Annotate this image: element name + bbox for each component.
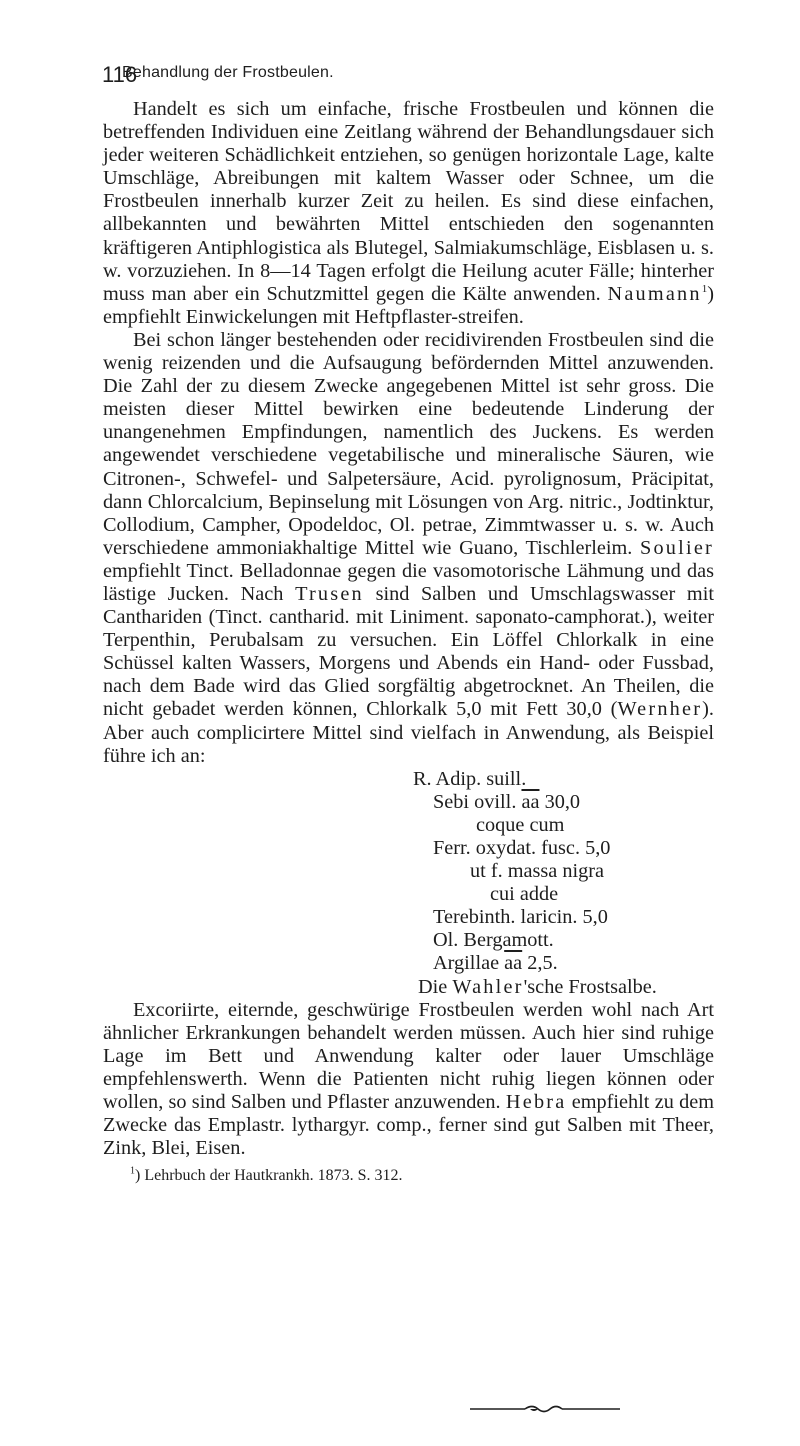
paragraph-3-text: Excoriirte, eiternde, geschwürige Frostbeulen werden wohl nach Art ähnlicher Erkrankungen behandelt werden müssen. Auch hier sind ruhige Lage im Bett und Anwendung kalter oder lauer Umschläge empfehlenswerth. Wenn die Patienten nicht ruhig liegen können oder wollen, so sind Salben und Pflaster anzuwenden. [103,998,714,1114]
recipe-aa: $\overline{aa}$ [521,790,540,813]
recipe-line: Ol. Bergamott. [433,929,554,952]
running-head [60,62,740,92]
ornament-divider [470,1404,620,1414]
recipe-line: R. Adip. suill. [413,767,527,790]
paragraph-3-text-end: empfiehlt zu dem Zwecke das Emplastr. lythargyr. comp., ferner sind gut Salben mit Theer, Zink, Blei, Eisen. [103,1091,715,1160]
paragraph-1-text: Handelt es sich um einfache, frische Frostbeulen und können die betreffenden Individuen eine Zeitlang während der Behandlungsdauer sich jeder weiteren Schädlichkeit entziehen, so genügen horizontale Lage, kalte Umschläge, Abreibungen mit kaltem Wasser oder Schnee, um die Frostbeulen innerhalb kurzer Zeit zu heilen. Es sind diese einfachen, allbekannten und bewährten Mittel entschieden den sogenannten kräftigeren Antiphlogistica als Blutegel, Salmiakumschläge, Eisblasen u. s. w. vorzuziehen. In 8—14 Tagen erfolgt die Heilung acuter Fälle; hinterher muss man aber ein Schutzmittel gegen die Kälte anwenden. [103,98,714,305]
recipe-line: cui adde [490,883,559,906]
author-trusen: Trusen [295,582,364,605]
recipe-caption: Die Wahler'sche Frostsalbe. [418,975,657,998]
body-text [103,98,714,1186]
recipe-aa: $\overline{aa}$ [504,952,523,975]
author-wernher: Wernher [617,698,703,721]
footnote-text: ) Lehrbuch der Hautkrankh. 1873. S. 312. [135,1167,403,1185]
paragraph-2-text-c: sind Salben und Umschlagswasser mit Canthariden (Tinct. cantharid. mit Liniment. saponato-camphorat.), weiter Terpenthin, Perubalsam zu versuchen. Ein Löffel Chlorkalk in eine Schüssel kalten Wassers, Morgens und Abends ein Hand- oder Fussbad, nach dem Bade wird das Glied sorgfältig abgetrocknet. An Theilen, die nicht gebadet werden können, Chlorkalk 5,0 mit Fett 30,0 ( [103,582,714,721]
recipe-line [103,952,714,975]
recipe-line: coque cum [476,813,565,836]
recipe-amount: 2,5. [527,952,558,975]
recipe-line [103,791,714,814]
paragraph-3 [103,999,714,1161]
paragraph-1: Handelt es sich um einfache, frische Frostbeulen und können die betreffenden Individuen eine Zeitlang während der Behandlungsdauer sich jeder weiteren Schädlichkeit entziehen, so genügen horizontale Lage, kalte Umschläge, Abreibungen mit kaltem Wasser oder Schnee, um die Frostbeulen innerhalb kurzer Zeit zu heilen. Es sind diese einfachen, allbekannten und bewährten Mittel entschieden den sogenannten kräftigeren Antiphlogistica als Blutegel, Salmiakumschläge, Eisblasen u. s. w. vorzuziehen. In 8—14 Tagen erfolgt die Heilung acuter Fälle; hinterher muss man aber ein Schutzmittel gegen die Kälte anwenden. Naumann$^1$) empfiehlt Einwickelungen mit Heftpflaster-streifen. [103,98,714,328]
recipe-line: ut f. massa nigra [470,860,605,883]
recipe-ingredient: Sebi ovill. [433,790,517,813]
page-number: 116 [102,62,138,87]
author-hebra: Hebra [505,1091,567,1114]
author-wahler: Wahler [452,975,524,998]
recipe-ingredient: Argillae [433,952,500,975]
recipe-block [103,768,714,999]
footnote-marker: 1 [701,282,708,295]
author-soulier: Soulier [639,536,714,559]
recipe-line: Terebinth. laricin. 5,0 [433,906,608,929]
paragraph-1-text-end: empfiehlt Einwickelungen mit Heftpflaster-streifen. [103,305,524,328]
recipe-amount: 30,0 [544,790,581,813]
paragraph-2 [103,329,714,768]
footnote-number: 1 [130,1165,135,1177]
footnote [103,1166,714,1186]
author-naumann: Naumann [607,282,702,305]
paragraph-2-text: Bei schon länger bestehenden oder recidivirenden Frostbeulen sind die wenig reizenden und die Aufsaugung befördernden Mittel anzuwenden. Die Zahl der zu diesem Zwecke angegebenen Mittel ist sehr gross. Die meisten dieser Mittel bewirken eine bedeutende Linderung der unangenehmen Empfindungen, namentlich des Juckens. Es werden angewendet verschiedene vegetabilische und mineralische Säuren, wie Citronen-, Schwefel- und Salpetersäure, Acid. pyrolignosum, Präcipitat, dann Chlorcalcium, Bepinselung mit Lösungen von Arg. nitric., Jodtinktur, Collodium, Campher, Opodeldoc, Ol. petrae, Zimmtwasser u. s. w. Auch verschiedene ammoniakhaltige Mittel wie Guano, Tischlerleim. [103,328,714,559]
paragraph-2-text-b: empfiehlt Tinct. Belladonnae gegen die vasomotorische Lähmung und das lästige Jucken. Nach [103,559,714,605]
paragraph-2-text-d: ). Aber auch complicirtere Mittel sind vielfach in Anwendung, als Beispiel führe ich an: [103,698,714,767]
recipe-line: Ferr. oxydat. fusc. 5,0 [433,837,611,859]
running-title: Behandlung der Frostbeulen. [122,64,334,81]
